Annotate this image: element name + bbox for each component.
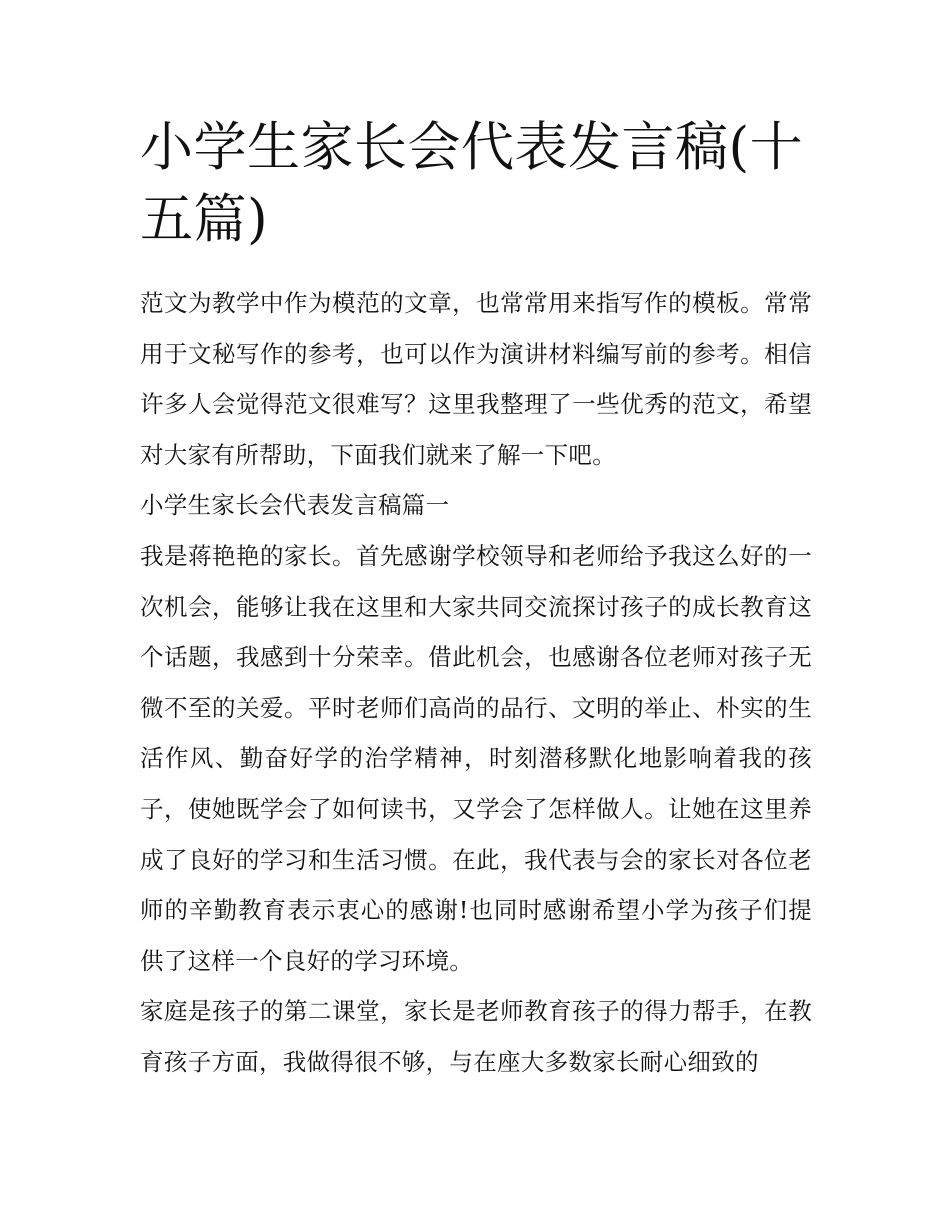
body-paragraph: 家庭是孩子的第二课堂，家长是老师教育孩子的得力帮手，在教育孩子方面，我做得很不够，与在座大多数家长耐心细致的 — [140, 997, 812, 1076]
intro-paragraph: 范文为教学中作为模范的文章，也常常用来指写作的模板。常常用于文秘写作的参考，也可以作为演讲材料编写前的参考。相信许多人会觉得范文很难写？这里我整理了一些优秀的范文，希望对大家有所帮助，下面我们就来了解一下吧。 — [140, 289, 812, 469]
body-paragraph: 我是蒋艳艳的家长。首先感谢学校领导和老师给予我这么好的一次机会，能够让我在这里和大家共同交流探讨孩子的成长教育这个话题，我感到十分荣幸。借此机会，也感谢各位老师对孩子无微不至的关爱。平时老师们高尚的品行、文明的举止、朴实的生活作风、勤奋好学的治学精神，时刻潜移默化地影响着我的孩子，使她既学会了如何读书，又学会了怎样做人。让她在这里养成了良好的学习和生活习惯。在此，我代表与会的家长对各位老师的辛勤教育表示衷心的感谢!也同时感谢希望小学为孩子们提供了这样一个良好的学习环境。 — [140, 541, 812, 975]
section-heading: 小学生家长会代表发言稿篇一 — [140, 491, 450, 520]
document-title: 小学生家长会代表发言稿(十五篇) — [140, 117, 804, 250]
document-body — [140, 278, 812, 1088]
